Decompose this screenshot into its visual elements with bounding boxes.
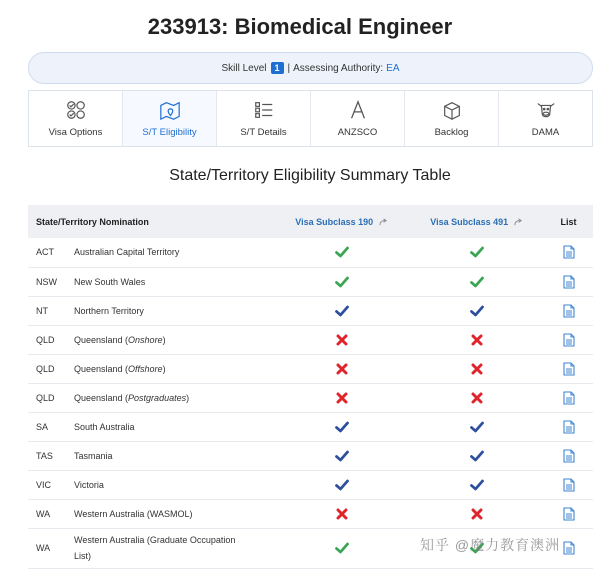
- state-name-cell: [74, 296, 274, 325]
- state-name-cell: [74, 441, 274, 470]
- state-name-cell: [74, 267, 274, 296]
- cross-icon: [335, 362, 349, 376]
- green-check-icon: [335, 541, 349, 555]
- eligibility-491: [409, 470, 544, 499]
- state-name-cell: [74, 238, 274, 267]
- list-document-link[interactable]: [544, 412, 593, 441]
- document-icon: [563, 507, 575, 521]
- cross-icon: [470, 362, 484, 376]
- eligibility-491: [409, 412, 544, 441]
- table-row: [28, 412, 593, 441]
- list-document-link[interactable]: [544, 354, 593, 383]
- cross-icon: [470, 391, 484, 405]
- state-name-prefix: Queensland (: [74, 392, 129, 403]
- state-name: Northern Territory: [74, 305, 144, 316]
- list-document-link[interactable]: [544, 470, 593, 499]
- blue-check-icon: [470, 304, 484, 318]
- eligibility-491: [409, 499, 544, 528]
- document-icon: [563, 391, 575, 405]
- document-icon: [563, 333, 575, 347]
- tab-backlog[interactable]: [405, 91, 499, 146]
- eligibility-190: [274, 354, 409, 383]
- table-row: [28, 441, 593, 470]
- tab-dama[interactable]: [499, 91, 592, 146]
- table-row: [28, 296, 593, 325]
- table-row: [28, 383, 593, 412]
- state-name-prefix: Queensland (: [74, 334, 129, 345]
- blue-check-icon: [335, 420, 349, 434]
- eligibility-491: [409, 383, 544, 412]
- table-row: [28, 499, 593, 528]
- eligibility-190: [274, 325, 409, 354]
- eligibility-190: [274, 499, 409, 528]
- stacked-boxes-icon: [441, 99, 463, 121]
- list-document-link[interactable]: [544, 325, 593, 354]
- tab-st-details[interactable]: [217, 91, 311, 146]
- header-subclass-190[interactable]: [274, 205, 409, 238]
- eligibility-491: [409, 296, 544, 325]
- state-name-cell: [74, 499, 274, 528]
- tab-label: S/T Details: [240, 127, 287, 138]
- tab-st-eligibility[interactable]: [123, 91, 217, 146]
- list-document-link[interactable]: [544, 267, 593, 296]
- list-document-link[interactable]: [544, 499, 593, 528]
- document-icon: [563, 420, 575, 434]
- page-title: 233913: Biomedical Engineer: [147, 14, 453, 39]
- green-check-icon: [335, 245, 349, 259]
- document-icon: [563, 362, 575, 376]
- eligibility-491: [409, 354, 544, 383]
- tab-label: DAMA: [531, 127, 560, 138]
- eligibility-190: [274, 296, 409, 325]
- state-name-suffix: ): [186, 392, 190, 403]
- checklist-circles-icon: [65, 99, 87, 121]
- state-name-qualifier: Onshore: [128, 334, 163, 345]
- document-icon: [563, 245, 575, 259]
- cross-icon: [335, 391, 349, 405]
- eligibility-190: [274, 528, 409, 568]
- eligibility-190: [274, 267, 409, 296]
- state-code: TAS: [28, 441, 74, 470]
- eligibility-491: [409, 267, 544, 296]
- letter-a-icon: [347, 99, 369, 121]
- state-code: SA: [28, 412, 74, 441]
- eligibility-190: [274, 383, 409, 412]
- state-name-qualifier: Postgraduates: [128, 392, 187, 403]
- table-row: [28, 354, 593, 383]
- authority-link[interactable]: EA: [386, 62, 400, 74]
- state-name-line2: List): [74, 551, 92, 561]
- state-name-cell: [74, 354, 274, 383]
- state-name-suffix: ): [162, 334, 166, 345]
- header-list: List: [560, 216, 577, 227]
- document-icon: [563, 541, 575, 555]
- document-icon: [563, 449, 575, 463]
- state-code: QLD: [28, 325, 74, 354]
- list-document-link[interactable]: [544, 238, 593, 267]
- green-check-icon: [470, 275, 484, 289]
- eligibility-190: [274, 238, 409, 267]
- table-row: [28, 267, 593, 296]
- skill-info-bar: [28, 52, 593, 84]
- state-code: VIC: [28, 470, 74, 499]
- tab-anzsco[interactable]: [311, 91, 405, 146]
- state-name: Victoria: [74, 479, 104, 490]
- state-name-qualifier: Offshore: [128, 363, 163, 374]
- green-check-icon: [335, 275, 349, 289]
- state-name-cell: [74, 528, 274, 568]
- section-title: State/Territory Eligibility Summary Table: [169, 167, 451, 184]
- cow-head-icon: [535, 99, 557, 121]
- blue-check-icon: [470, 449, 484, 463]
- table-row: [28, 470, 593, 499]
- blue-check-icon: [470, 478, 484, 492]
- state-name-cell: [74, 412, 274, 441]
- tab-label: ANZSCO: [337, 127, 378, 138]
- eligibility-491: [409, 325, 544, 354]
- skill-level-label: Skill Level: [221, 62, 267, 74]
- state-name-cell: [74, 325, 274, 354]
- share-arrow-icon: [514, 217, 523, 226]
- map-pin-icon: [159, 99, 181, 121]
- header-nomination: State/Territory Nomination: [36, 216, 149, 227]
- document-icon: [563, 304, 575, 318]
- blue-check-icon: [335, 449, 349, 463]
- state-code: WA: [28, 528, 74, 568]
- eligibility-491: [409, 441, 544, 470]
- watermark: 知乎 @魔力教育澳洲: [420, 537, 561, 553]
- state-name-cell: [74, 383, 274, 412]
- state-name: Australian Capital Territory: [74, 247, 180, 258]
- cross-icon: [470, 507, 484, 521]
- cross-icon: [470, 333, 484, 347]
- state-name-prefix: Queensland (: [74, 363, 129, 374]
- document-icon: [563, 275, 575, 289]
- list-document-link[interactable]: [544, 296, 593, 325]
- list-details-icon: [253, 99, 275, 121]
- tab-label: Backlog: [434, 127, 469, 138]
- state-name: Western Australia (WASMOL): [74, 508, 193, 519]
- state-code: ACT: [28, 238, 74, 267]
- state-name-suffix: ): [162, 363, 166, 374]
- state-code: QLD: [28, 383, 74, 412]
- cross-icon: [335, 507, 349, 521]
- state-name: South Australia: [74, 421, 135, 432]
- header-subclass-491[interactable]: [409, 205, 544, 238]
- green-check-icon: [470, 245, 484, 259]
- skill-level-badge: 1: [271, 62, 284, 74]
- table-header-row: [28, 205, 593, 238]
- eligibility-table: [28, 205, 593, 569]
- eligibility-491: [409, 238, 544, 267]
- tab-visa-options[interactable]: [29, 91, 123, 146]
- authority-label: Assessing Authority:: [293, 62, 384, 74]
- tab-bar: [28, 90, 593, 147]
- separator: |: [287, 62, 291, 74]
- tab-label: S/T Eligibility: [142, 127, 197, 138]
- list-document-link[interactable]: [544, 441, 593, 470]
- header-label: Visa Subclass 491: [430, 216, 509, 227]
- table-row: [28, 325, 593, 354]
- list-document-link[interactable]: [544, 383, 593, 412]
- state-code: NT: [28, 296, 74, 325]
- document-icon: [563, 478, 575, 492]
- blue-check-icon: [335, 478, 349, 492]
- blue-check-icon: [470, 420, 484, 434]
- state-code: QLD: [28, 354, 74, 383]
- state-name-cell: [74, 470, 274, 499]
- state-name: New South Wales: [74, 276, 146, 287]
- tab-label: Visa Options: [48, 127, 103, 138]
- blue-check-icon: [335, 304, 349, 318]
- header-label: Visa Subclass 190: [295, 216, 374, 227]
- eligibility-190: [274, 441, 409, 470]
- state-code: WA: [28, 499, 74, 528]
- state-code: NSW: [28, 267, 74, 296]
- state-name-line1: Western Australia (Graduate Occupation: [74, 535, 236, 545]
- eligibility-190: [274, 470, 409, 499]
- state-name: Tasmania: [74, 450, 113, 461]
- share-arrow-icon: [379, 217, 388, 226]
- cross-icon: [335, 333, 349, 347]
- table-row: [28, 238, 593, 267]
- eligibility-190: [274, 412, 409, 441]
